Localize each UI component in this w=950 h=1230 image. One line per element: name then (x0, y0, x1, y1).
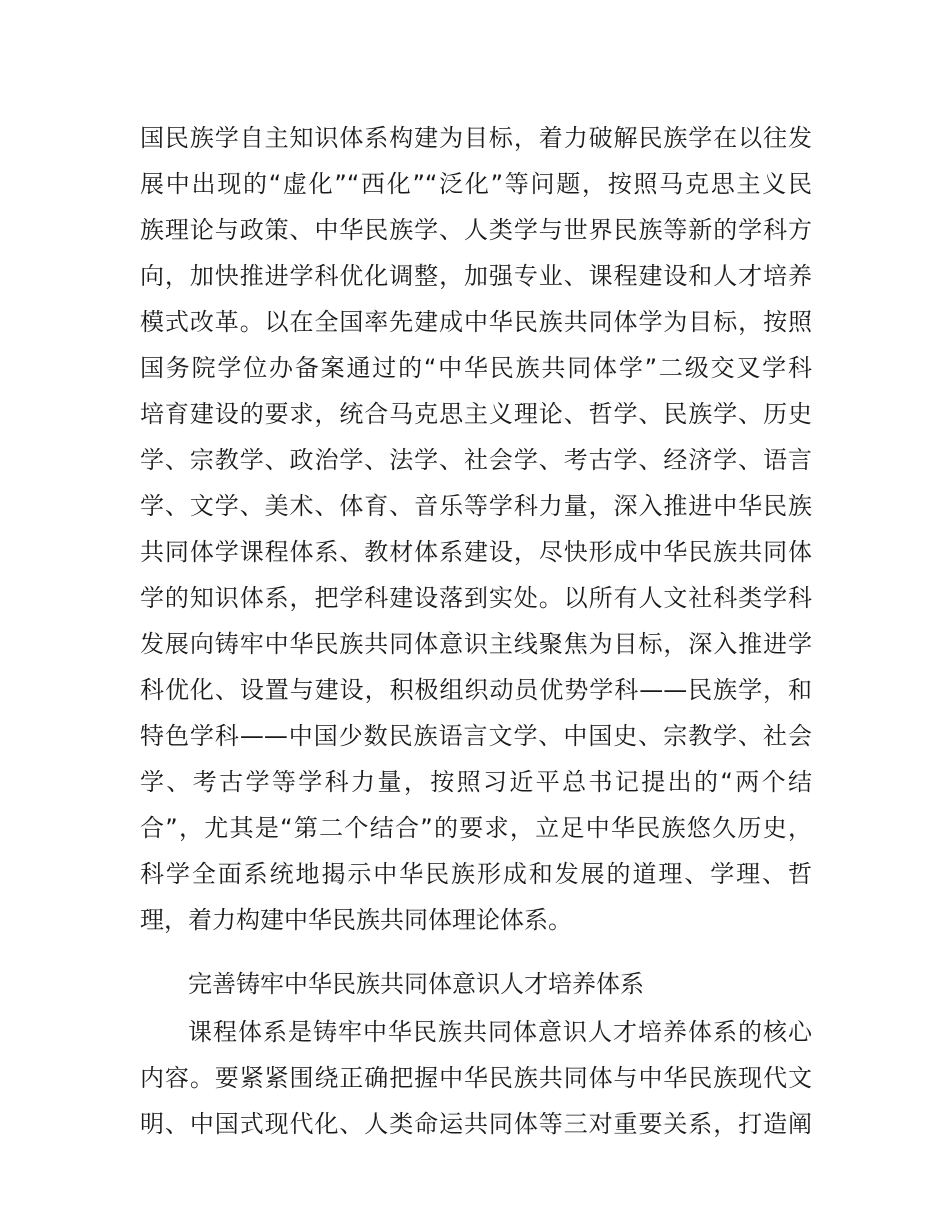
text-line: 科优化、设置与建设，积极组织动员优势学科——民族学，和 (140, 676, 812, 704)
text-line: 学的知识体系，把学科建设落到实处。以所有人文社科类学科 (140, 584, 812, 612)
paragraph-1 (140, 115, 812, 943)
text-line: 内容。要紧紧围绕正确把握中华民族共同体与中华民族现代文 (140, 1064, 812, 1092)
paragraph-2 (140, 1009, 812, 1147)
text-line: 课程体系是铸牢中华民族共同体意识人才培养体系的核心 (188, 1018, 812, 1046)
text-line: 国务院学位办备案通过的“中华民族共同体学”二级交叉学科 (140, 354, 812, 382)
text-line: 明、中国式现代化、人类命运共同体等三对重要关系，打造阐 (140, 1110, 812, 1138)
text-line: 共同体学课程体系、教材体系建设，尽快形成中华民族共同体 (140, 538, 812, 566)
document-body (140, 115, 812, 1147)
text-line: 学、考古学等学科力量，按照习近平总书记提出的“两个结 (140, 768, 812, 796)
text-line: 族理论与政策、中华民族学、人类学与世界民族等新的学科方 (140, 216, 812, 244)
text-line: 展中出现的“虚化”“西化”“泛化”等问题，按照马克思主义民 (140, 170, 812, 198)
text-line: 学、宗教学、政治学、法学、社会学、考古学、经济学、语言 (140, 446, 812, 474)
text-line: 合”，尤其是“第二个结合”的要求，立足中华民族悠久历史， (140, 814, 812, 842)
text-line: 发展向铸牢中华民族共同体意识主线聚焦为目标，深入推进学 (140, 630, 812, 658)
text-line: 模式改革。以在全国率先建成中华民族共同体学为目标，按照 (140, 308, 812, 336)
text-line: 培育建设的要求，统合马克思主义理论、哲学、民族学、历史 (140, 400, 812, 428)
text-line: 学、文学、美术、体育、音乐等学科力量，深入推进中华民族 (140, 492, 812, 520)
text-line: 向，加快推进学科优化调整，加强专业、课程建设和人才培养 (140, 262, 812, 290)
text-line: 特色学科——中国少数民族语言文学、中国史、宗教学、社会 (140, 722, 812, 750)
section-heading: 完善铸牢中华民族共同体意识人才培养体系 (188, 970, 644, 998)
text-line: 国民族学自主知识体系构建为目标，着力破解民族学在以往发 (140, 124, 812, 152)
text-line: 科学全面系统地揭示中华民族形成和发展的道理、学理、哲 (140, 860, 812, 888)
text-line: 理，着力构建中华民族共同体理论体系。 (140, 906, 572, 934)
